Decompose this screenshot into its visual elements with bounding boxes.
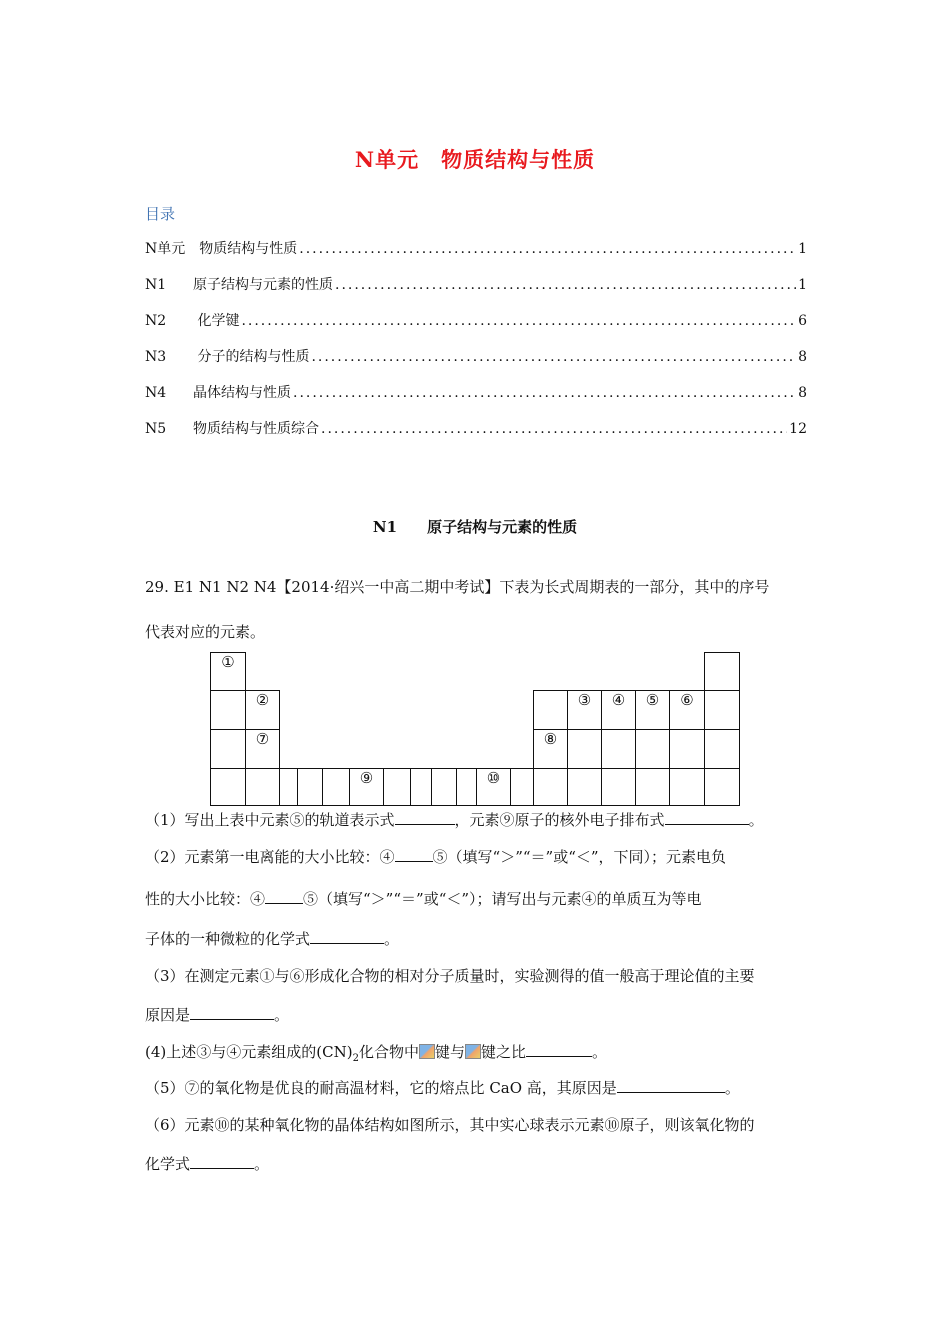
answer-blank[interactable]: [665, 810, 749, 825]
toc-page: 1: [798, 241, 807, 257]
table-cell: [410, 768, 432, 806]
table-cell: [279, 768, 298, 806]
table-cell: [383, 768, 411, 806]
answer-blank[interactable]: [526, 1042, 592, 1057]
toc-page: 8: [798, 349, 807, 365]
toc-code: N3: [145, 349, 167, 365]
toc-text: 分子的结构与性质: [179, 349, 310, 365]
toc-code: N4: [145, 385, 167, 401]
table-cell: [210, 729, 246, 769]
question-part-1: （1）写出上表中元素⑤的轨道表示式 ，元素⑨原子的核外电子排布式 。: [145, 811, 764, 829]
toc-code: N1: [145, 277, 167, 293]
question-part-2-line2: 性的大小比较：④ ⑤（填写“＞”“＝”或“＜”）；请写出与元素④的单质互为等电: [145, 890, 702, 908]
answer-blank[interactable]: [265, 889, 303, 904]
table-cell: [245, 768, 280, 806]
question-part-5: （5）⑦的氧化物是优良的耐高温材料，它的熔点比 CaO 高，其原因是 。: [145, 1079, 740, 1097]
toc-code: N5: [145, 421, 167, 437]
answer-blank[interactable]: [190, 1154, 254, 1169]
toc-page: 1: [798, 277, 807, 293]
table-cell: ③: [567, 690, 602, 730]
toc-heading[interactable]: 目录: [145, 205, 176, 223]
toc-text: 晶体结构与性质: [179, 385, 291, 401]
question-part-4: (4)上述③与④元素组成的$(CN)_2$化合物中 键与 键之比 。: [145, 1043, 607, 1064]
table-cell: [456, 768, 477, 806]
page-title: N单元 物质结构与性质: [354, 147, 596, 172]
question-part-6-line2: 化学式 。: [145, 1155, 270, 1173]
pi-image-icon: [465, 1044, 481, 1059]
toc-page: 12: [789, 421, 807, 437]
table-cell: [704, 690, 740, 730]
answer-blank[interactable]: [190, 1005, 274, 1020]
toc-page: 6: [798, 313, 807, 329]
question-part-3: （3）在测定元素①与⑥形成化合物的相对分子质量时，实验测得的值一般高于理论值的主要: [145, 967, 755, 985]
table-cell: [297, 768, 323, 806]
table-cell: [567, 729, 602, 769]
table-cell: ⑨: [349, 768, 384, 806]
question-intro: 29. E1 N1 N2 N4【2014·绍兴一中高二期中考试】下表为长式周期表的一部分，其中的序号: [145, 578, 770, 596]
question-part-6: （6）元素⑩的某种氧化物的晶体结构如图所示，其中实心球表示元素⑩原子，则该氧化物的: [145, 1116, 755, 1134]
toc-entry[interactable]: [145, 274, 807, 294]
toc-page: 8: [798, 385, 807, 401]
table-cell: [533, 690, 568, 730]
table-cell: ⑧: [533, 729, 568, 769]
sigma-image-icon: [419, 1044, 435, 1059]
toc-text: 物质结构与性质综合: [179, 421, 319, 437]
toc-entry[interactable]: [145, 382, 807, 402]
question-part-2: （2）元素第一电离能的大小比较：④ ⑤（填写“＞”“＝”或“＜”，下同）；元素电负: [145, 848, 727, 866]
question-part-3-line2: 原因是 。: [145, 1006, 290, 1024]
table-cell: [601, 729, 636, 769]
table-cell: [210, 690, 246, 730]
toc-code: N2: [145, 313, 167, 329]
answer-blank[interactable]: [617, 1078, 725, 1093]
table-cell: ⑩: [476, 768, 511, 806]
toc-entry[interactable]: [145, 310, 807, 330]
table-cell: ⑤: [635, 690, 670, 730]
table-cell: [567, 768, 602, 806]
table-cell: ④: [601, 690, 636, 730]
table-cell: [510, 768, 534, 806]
table-cell: ⑦: [245, 729, 280, 769]
table-cell: [210, 768, 246, 806]
toc-code: N单元: [145, 241, 186, 257]
table-cell: [635, 768, 670, 806]
toc-text: 物质结构与性质: [185, 241, 298, 257]
answer-blank[interactable]: [395, 847, 433, 862]
section-heading: N1 原子结构与元素的性质: [372, 518, 578, 536]
answer-blank[interactable]: [310, 929, 384, 944]
question-part-2-line3: 子体的一种微粒的化学式 。: [145, 930, 400, 948]
table-cell: [635, 729, 670, 769]
table-cell: ②: [245, 690, 280, 730]
table-cell: [601, 768, 636, 806]
table-cell: [322, 768, 350, 806]
table-cell: [533, 768, 568, 806]
toc-entry[interactable]: [145, 418, 807, 438]
table-cell: [431, 768, 457, 806]
table-cell: [704, 652, 740, 691]
toc-entry[interactable]: [145, 346, 807, 366]
toc-text: 化学键: [179, 313, 240, 329]
answer-blank[interactable]: [395, 810, 455, 825]
table-cell: [704, 768, 740, 806]
toc-text: 原子结构与元素的性质: [179, 277, 333, 293]
table-cell: ⑥: [669, 690, 705, 730]
table-cell: [669, 729, 705, 769]
table-cell: [669, 768, 705, 806]
question-intro-2: 代表对应的元素。: [145, 623, 266, 641]
toc-entry[interactable]: [145, 238, 807, 258]
table-cell: ①: [210, 652, 246, 691]
table-cell: [704, 729, 740, 769]
